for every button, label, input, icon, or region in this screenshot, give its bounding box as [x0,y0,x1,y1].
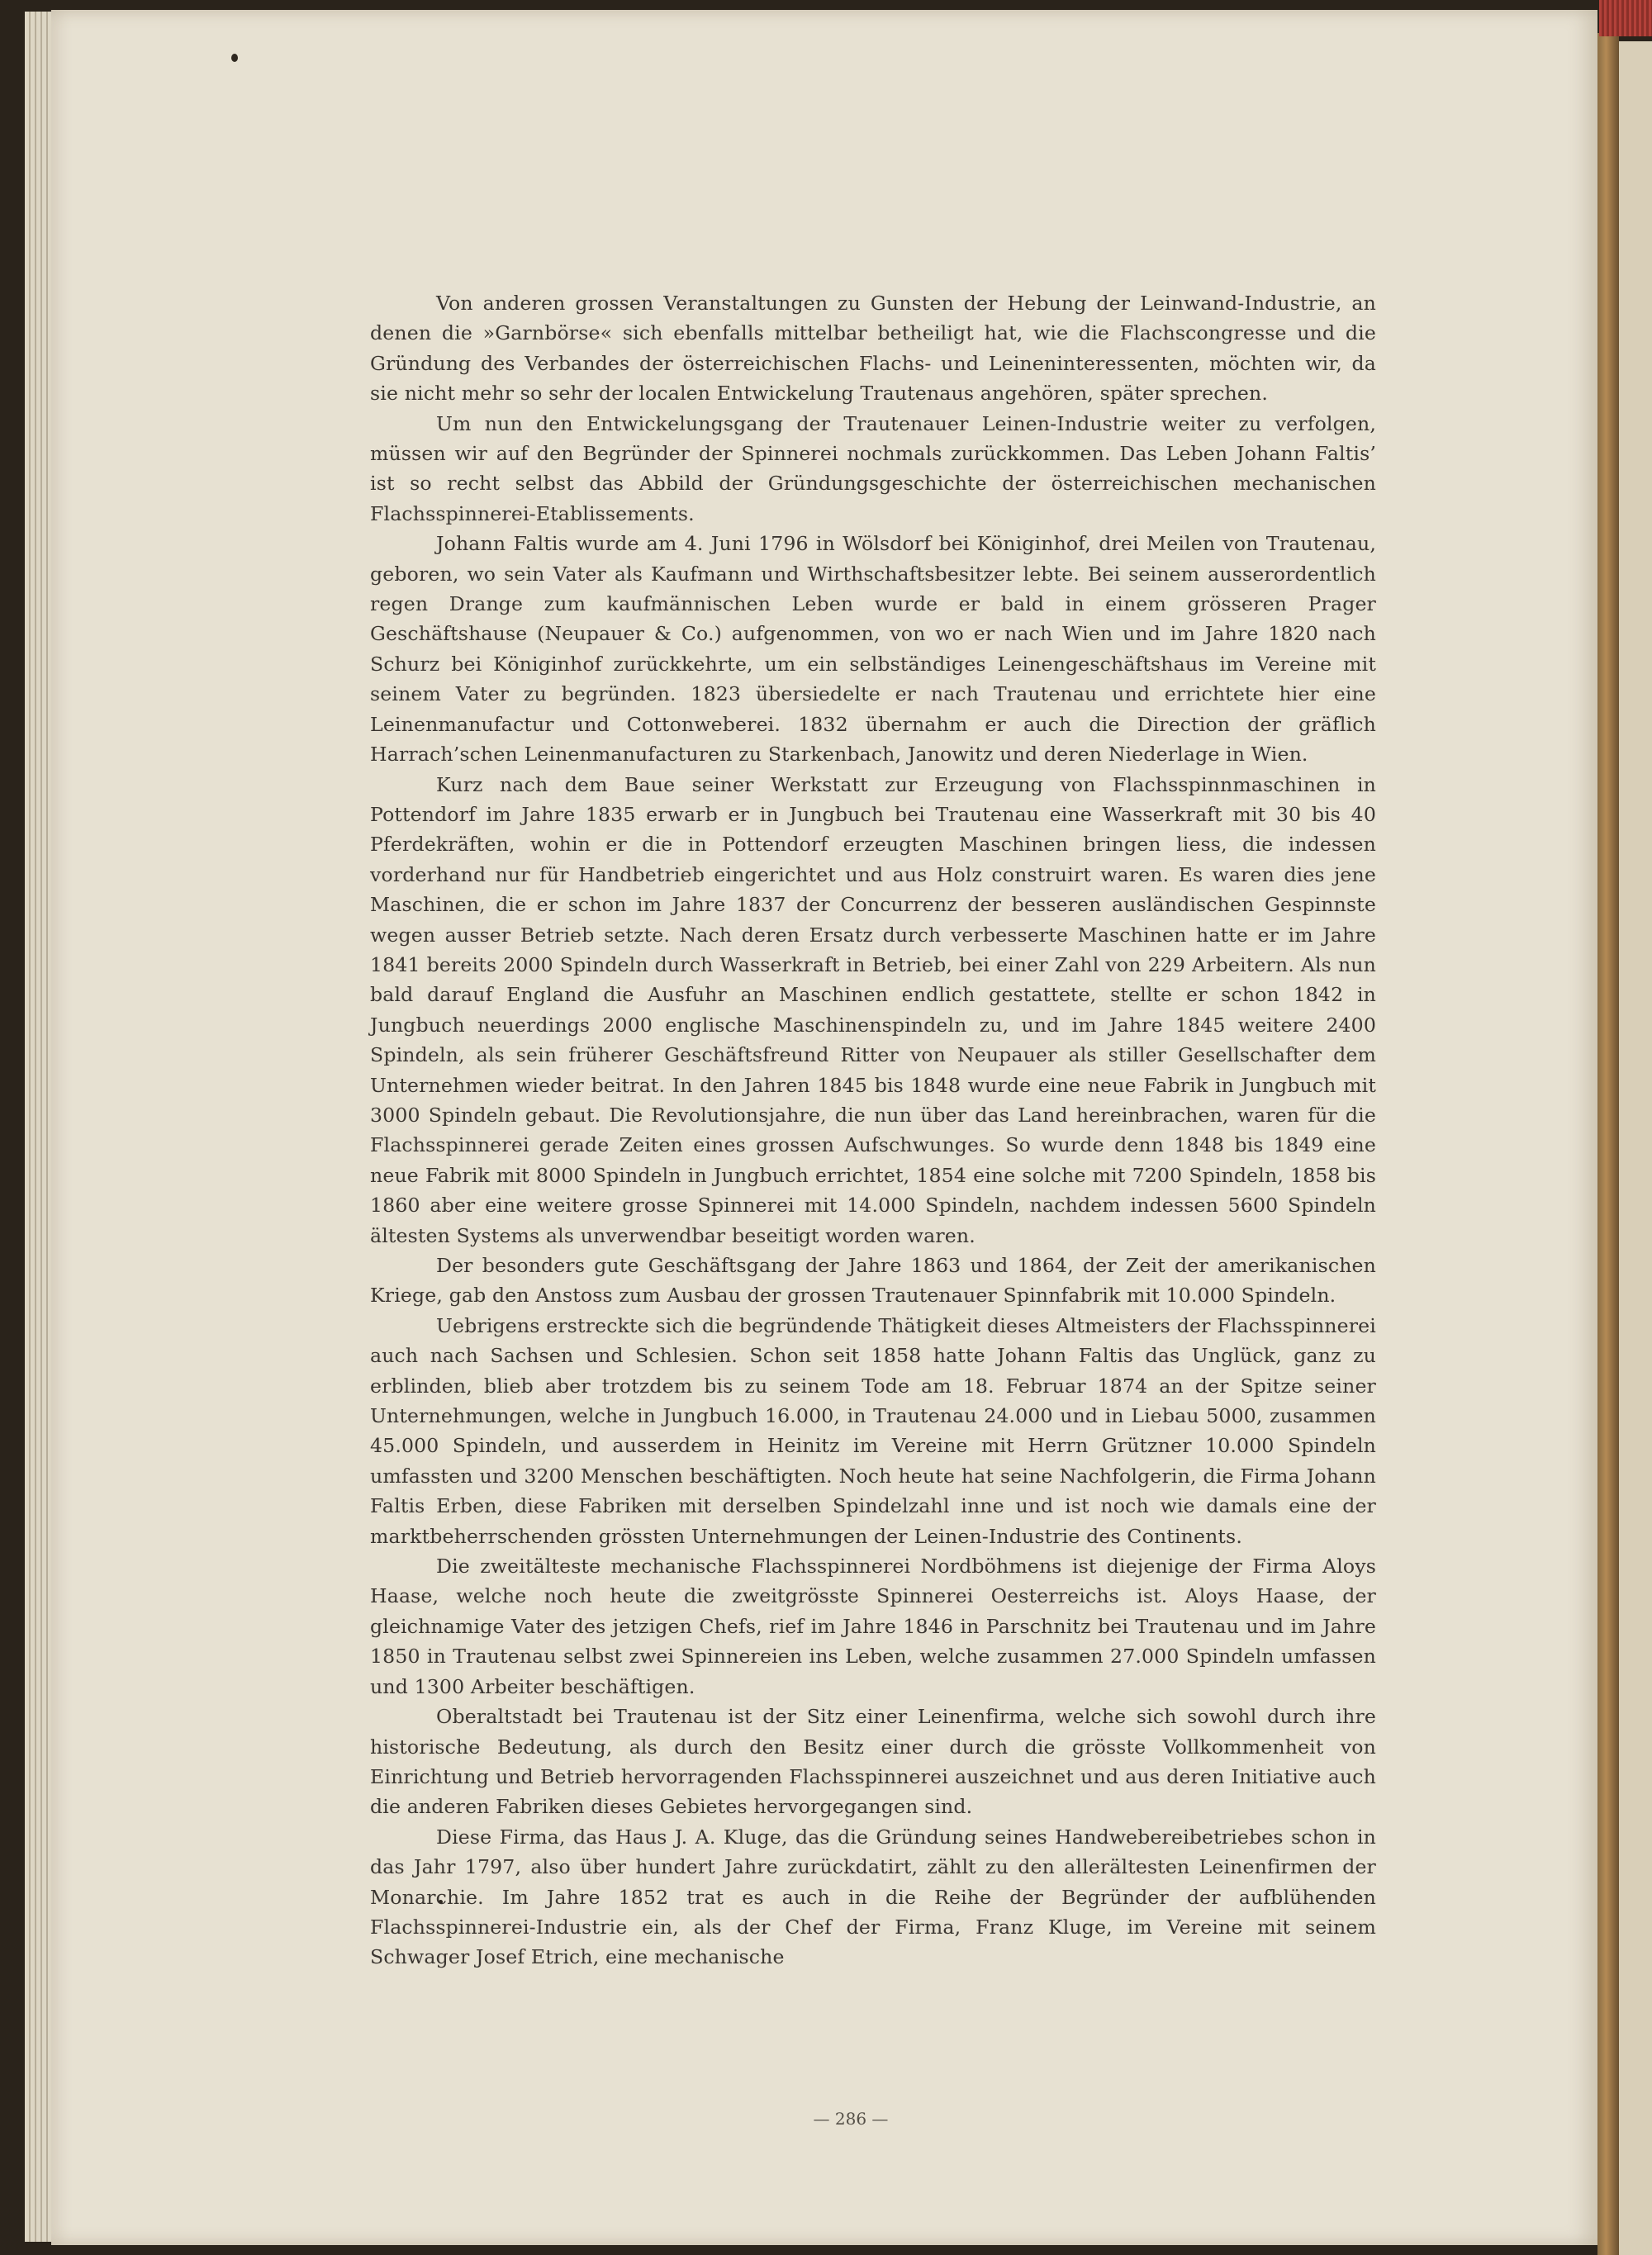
paragraph: Um nun den Entwickelungsgang der Trautenauer Leinen-Industrie weiter zu verfolgen, müssen wir auf den Begründer der Spinnerei nochmals zurückkommen. Das Leben Johann Faltis’ ist so recht selbst das Abbild der Gründungsgeschichte der österreichischen mechanischen Flachsspinnerei-Etablissements. [370,411,1376,525]
paragraph: Johann Faltis wurde am 4. Juni 1796 in Wölsdorf bei Königinhof, drei Meilen von Trautenau, geboren, wo sein Vater als Kaufmann und Wirthschaftsbesitzer lebte. Bei seinem ausserordentlich regen Drange zum kaufmännischen Leben wurde er bald in einem grösseren Prager Geschäftshause (Neupauer & Co.) aufgenommen, von wo er nach Wien und im Jahre 1820 nach Schurz bei Königinhof zurückkehrte, um ein selbständiges Leinengeschäftshaus im Vereine mit seinem Vater zu begründen. 1823 übersiedelte er nach Trautenau und errichtete hier eine Leinenmanufactur und Cottonweberei. 1832 übernahm er auch die Direction der gräflich Harrach’schen Leinenmanufacturen zu Starkenbach, Janowitz und deren Niederlage in Wien. [370,532,1376,767]
paragraph: Von anderen grossen Veranstaltungen zu Gunsten der Hebung der Leinwand-Industrie, an denen die »Garnbörse« sich ebenfalls mittelbar betheiligt hat, wie die Flachscongresse und die Gründung des Verbandes der österreichischen Flachs- und Leineninteressenten, möchten wir, da sie nicht mehr so sehr der localen Entwickelung Trautenaus angehören, später sprechen. [370,292,1376,406]
red-page-edge [1599,0,1652,36]
book-spine [1597,33,1619,2255]
ink-speck [231,54,238,62]
next-page-edge [1619,41,1652,2255]
paragraph: Der besonders gute Geschäftsgang der Jahre 1863 und 1864, der Zeit der amerikanischen Kriege, gab den Anstoss zum Ausbau der grossen Trautenauer Spinnfabrik mit 10.000 Spindeln. [370,1254,1376,1308]
paragraph: Die zweitälteste mechanische Flachsspinnerei Nordböhmens ist diejenige der Firma Aloys Haase, welche noch heute die zweitgrösste Spinnerei Oesterreichs ist. Aloys Haase, der gleichnamige Vater des jetzigen Chefs, rief im Jahre 1846 in Parschnitz bei Trautenau und im Jahre 1850 in Trautenau selbst zwei Spinnereien ins Leben, welche zusammen 27.000 Spindeln umfassen und 1300 Arbeiter beschäftigen. [370,1555,1376,1698]
paragraph: Oberaltstadt bei Trautenau ist der Sitz einer Leinenfirma, welche sich sowohl durch ihre historische Bedeutung, als durch den Besitz einer durch die grösste Vollkommenheit von Einrichtung und Betrieb hervorragenden Flachsspinnerei auszeichnet und aus deren Initiative auch die anderen Fabriken dieses Gebietes hervorgegangen sind. [370,1705,1376,1819]
page-number: — 286 — [813,2109,889,2129]
paragraph: Diese Firma, das Haus J. A. Kluge, das die Gründung seines Handwebereibetriebes schon in das Jahr 1797, also über hundert Jahre zurückdatirt, zählt zu den allerältesten Leinenfirmen der Monarchie. Im Jahre 1852 trat es auch in die Reihe der Begründer der aufblühenden Flachsspinnerei-Industrie ein, als der Chef der Firma, Franz Kluge, im Vereine mit seinem Schwager Josef Etrich, eine mechanische [370,1825,1376,1969]
body-text [370,288,1376,1973]
paragraph: Uebrigens erstreckte sich die begründende Thätigkeit dieses Altmeisters der Flachsspinnerei auch nach Sachsen und Schlesien. Schon seit 1858 hatte Johann Faltis das Unglück, ganz zu erblinden, blieb aber trotzdem bis zu seinem Tode am 18. Februar 1874 an der Spitze seiner Unternehmungen, welche in Jungbuch 16.000, in Trautenau 24.000 und in Liebau 5000, zusammen 45.000 Spindeln, und ausserdem in Heinitz im Vereine mit Herrn Grützner 10.000 Spindeln umfassten und 3200 Menschen beschäftigten. Noch heute hat seine Nachfolgerin, die Firma Johann Faltis Erben, diese Fabriken mit derselben Spindelzahl inne und ist noch wie damals eine der marktbeherrschenden grössten Unternehmungen der Leinen-Industrie des Continents. [370,1313,1376,1548]
paragraph: Kurz nach dem Baue seiner Werkstatt zur Erzeugung von Flachsspinnmaschinen in Pottendorf im Jahre 1835 erwarb er in Jungbuch bei Trautenau eine Wasserkraft mit 30 bis 40 Pferdekräften, wohin er die in Pottendorf erzeugten Maschinen bringen liess, die indessen vorderhand nur für Handbetrieb eingerichtet und aus Holz construirt waren. Es waren dies jene Maschinen, die er schon im Jahre 1837 der Concurrenz der besseren ausländischen Gespinnste wegen ausser Betrieb setzte. Nach deren Ersatz durch verbesserte Maschinen hatte er im Jahre 1841 bereits 2000 Spindeln durch Wasserkraft in Betrieb, bei einer Zahl von 229 Arbeitern. Als nun bald darauf England die Ausfuhr an Maschinen endlich gestattete, stellte er schon 1842 in Jungbuch neuerdings 2000 englische Maschinenspindeln zu, und im Jahre 1845 weitere 2400 Spindeln, als sein früherer Geschäftsfreund Ritter von Neupauer als stiller Gesellschafter dem Unternehmen wieder beitrat. In den Jahren 1845 bis 1848 wurde eine neue Fabrik in Jungbuch mit 3000 Spindeln gebaut. Die Revolutionsjahre, die nun über das Land hereinbrachen, waren für die Flachsspinnerei gerade Zeiten eines grossen Aufschwunges. So wurde denn 1848 bis 1849 eine neue Fabrik mit 8000 Spindeln in Jungbuch errichtet, 1854 eine solche mit 7200 Spindeln, 1858 bis 1860 aber eine weitere grosse Spinnerei mit 14.000 Spindeln, nachdem indessen 5600 Spindeln ältesten Systems als unverwendbar beseitigt worden waren. [370,772,1376,1247]
